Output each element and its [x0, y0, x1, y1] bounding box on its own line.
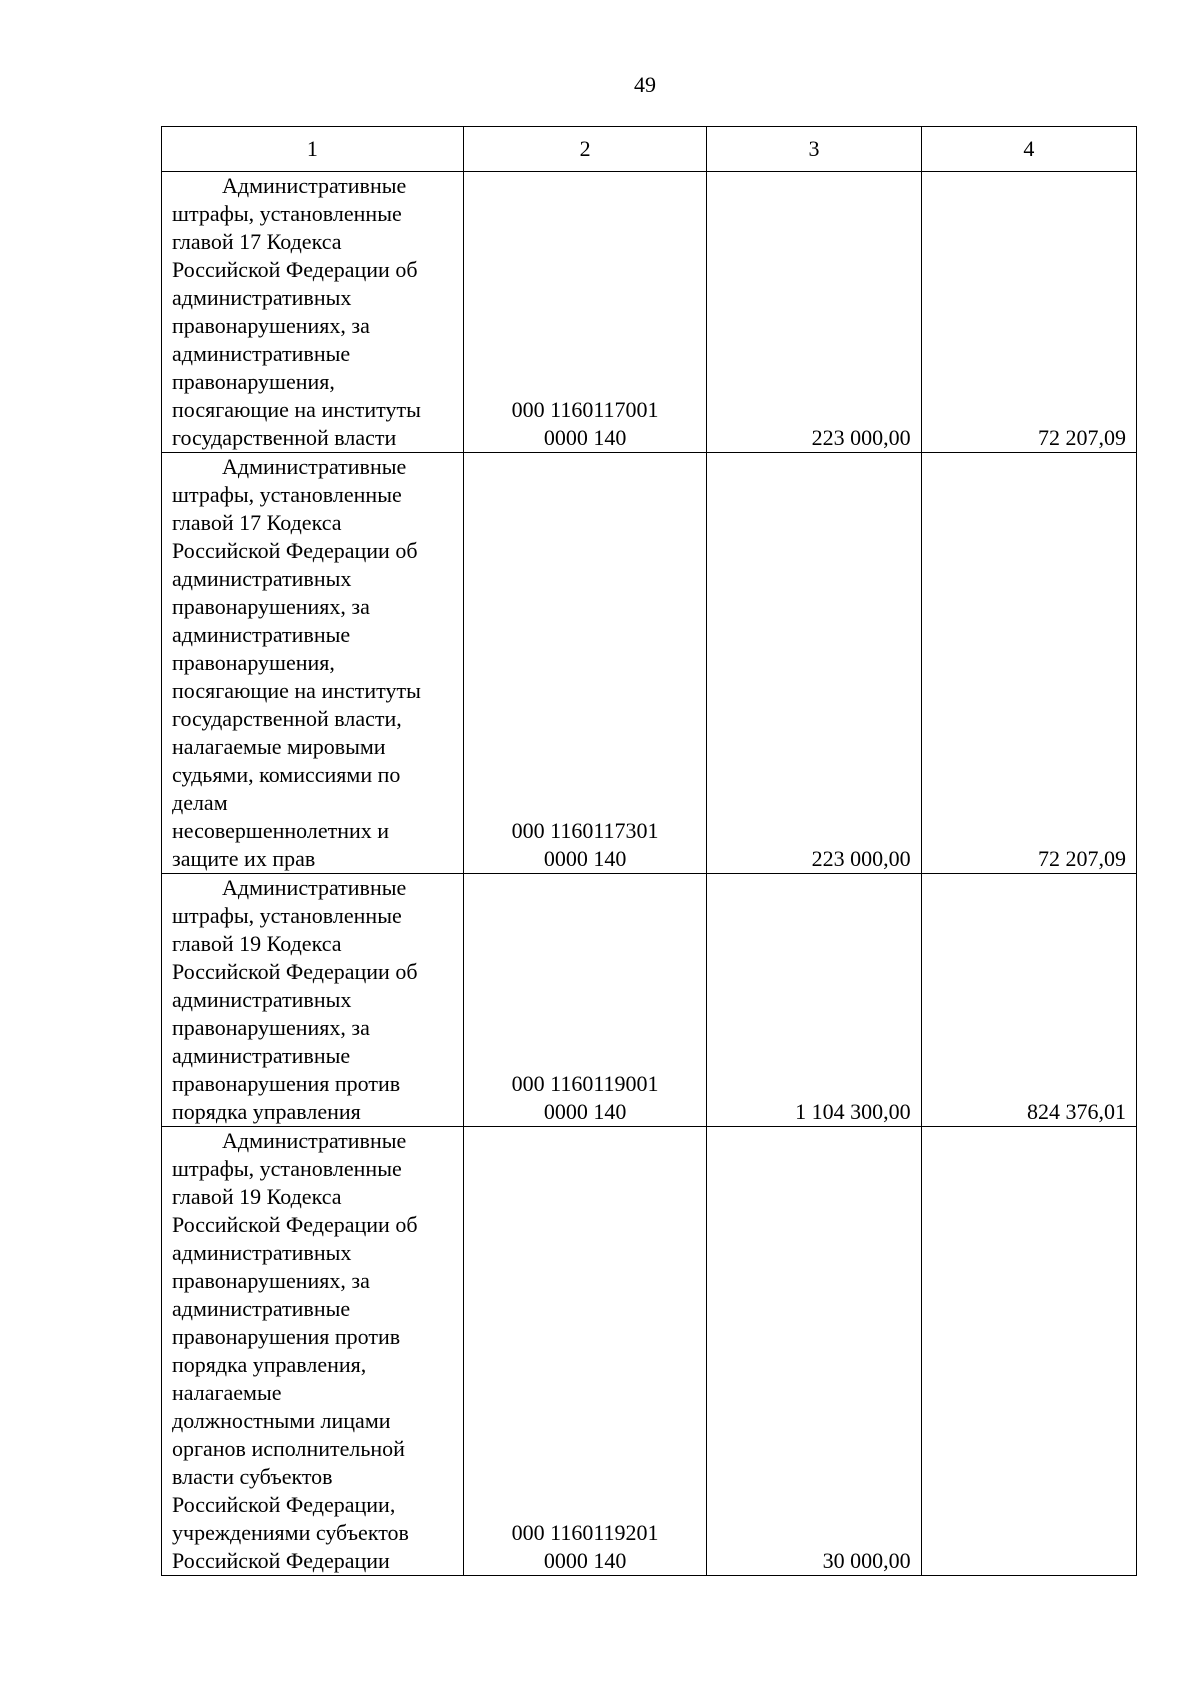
column-header-4: 4	[921, 127, 1136, 172]
row-value-3: 223 000,00	[707, 172, 921, 453]
row-value-4	[921, 1127, 1136, 1576]
row-code-cell	[463, 453, 706, 874]
table-row	[162, 1127, 1137, 1576]
row-description: Административные штрафы, установленные главой 17 Кодекса Российской Федерации об административных правонарушениях, за административные правонарушения, посягающие на институты государственной власти	[172, 173, 421, 450]
row-value-4: 824 376,01	[921, 874, 1136, 1127]
row-description-cell	[162, 1127, 464, 1576]
row-value-4: 72 207,09	[921, 453, 1136, 874]
table-row	[162, 453, 1137, 874]
table-row	[162, 172, 1137, 453]
row-description: Административные штрафы, установленные главой 19 Кодекса Российской Федерации об административных правонарушениях, за административные правонарушения против порядка управления, налагаемые должностными лицами органов исполнительной власти субъектов Российской Федерации, учреждениями субъектов Российской Федерации	[172, 1128, 418, 1573]
column-header-2: 2	[463, 127, 706, 172]
row-value-3: 30 000,00	[707, 1127, 921, 1576]
row-code: 000 1160117001 0000 140	[511, 397, 659, 450]
row-code-cell	[463, 1127, 706, 1576]
row-description-cell	[162, 172, 464, 453]
row-code: 000 1160117301 0000 140	[511, 818, 659, 871]
column-header-3: 3	[707, 127, 921, 172]
row-value-3: 223 000,00	[707, 453, 921, 874]
row-code-cell	[463, 874, 706, 1127]
row-description: Административные штрафы, установленные главой 19 Кодекса Российской Федерации об административных правонарушениях, за административные правонарушения против порядка управления	[172, 875, 418, 1124]
column-header-1: 1	[162, 127, 464, 172]
row-value-3: 1 104 300,00	[707, 874, 921, 1127]
row-code-cell	[463, 172, 706, 453]
row-description: Административные штрафы, установленные главой 17 Кодекса Российской Федерации об административных правонарушениях, за административные правонарушения, посягающие на институты государственной власти, налагаемые мировыми судьями, комиссиями по делам несовершеннолетних и защите их прав	[172, 454, 421, 871]
row-code: 000 1160119001 0000 140	[511, 1071, 659, 1124]
row-value-4: 72 207,09	[921, 172, 1136, 453]
row-code: 000 1160119201 0000 140	[511, 1520, 659, 1573]
table-header-row	[162, 127, 1137, 172]
table-row	[162, 874, 1137, 1127]
row-description-cell	[162, 874, 464, 1127]
row-description-cell	[162, 453, 464, 874]
budget-table	[161, 126, 1137, 1576]
page-number: 49	[634, 72, 656, 97]
